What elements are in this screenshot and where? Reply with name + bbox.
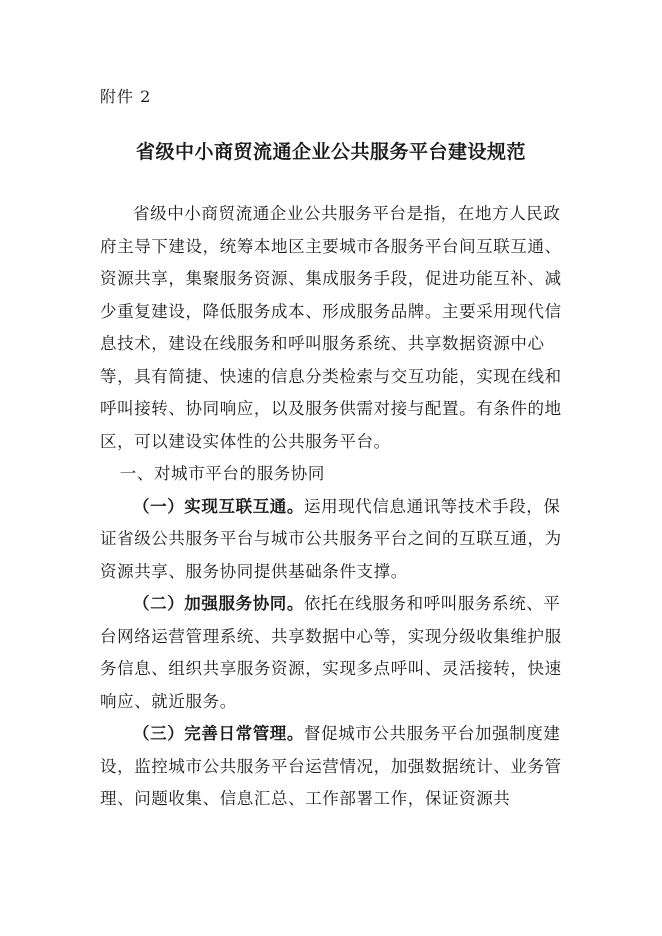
section-item-lead: （二）加强服务协同。 <box>133 594 304 613</box>
document-body <box>100 198 570 816</box>
section-item-lead: （三）完善日常管理。 <box>133 724 304 743</box>
section-item-text: 运用现代信息通讯等技术手段，保证省级公共服务平台与城市公共服务平台之间的互联互通，为资源共享、服务协同提供基础条件支撑。 <box>100 496 562 581</box>
section-item-text: 依托在线服务和呼叫服务系统、平台网络运营管理系统、共享数据中心等，实现分级收集维护服务信息、组织共享服务资源，实现多点呼叫、灵活接转，快速响应、就近服务。 <box>100 594 562 711</box>
attachment-label: 附件 2 <box>100 87 152 106</box>
intro-paragraph: 省级中小商贸流通企业公共服务平台是指，在地方人民政府主导下建设，统筹本地区主要城市各服务平台间互联互通、资源共享，集聚服务资源、集成服务手段，促进功能互补、减少重复建设，降低服务成本、形成服务品牌。主要采用现代信息技术，建设在线服务和呼叫服务系统、共享数据资源中心等，具有简捷、快速的信息分类检索与交互功能，实现在线和呼叫接转、协同响应，以及服务供需对接与配置。有条件的地区，可以建设实体性的公共服务平台。 <box>100 204 562 451</box>
section-item <box>100 491 570 589</box>
section-item <box>100 588 570 718</box>
section-heading: 一、对城市平台的服务协同 <box>119 464 325 483</box>
section-item-text: 督促城市公共服务平台加强制度建设，监控城市公共服务平台运营情况，加强数据统计、业务管理、问题收集、信息汇总、工作部署工作，保证资源共 <box>100 724 562 808</box>
section-item-lead: （一）实现互联互通。 <box>133 496 304 516</box>
section-item <box>100 718 570 816</box>
document-title: 省级中小商贸流通企业公共服务平台建设规范 <box>135 141 526 163</box>
